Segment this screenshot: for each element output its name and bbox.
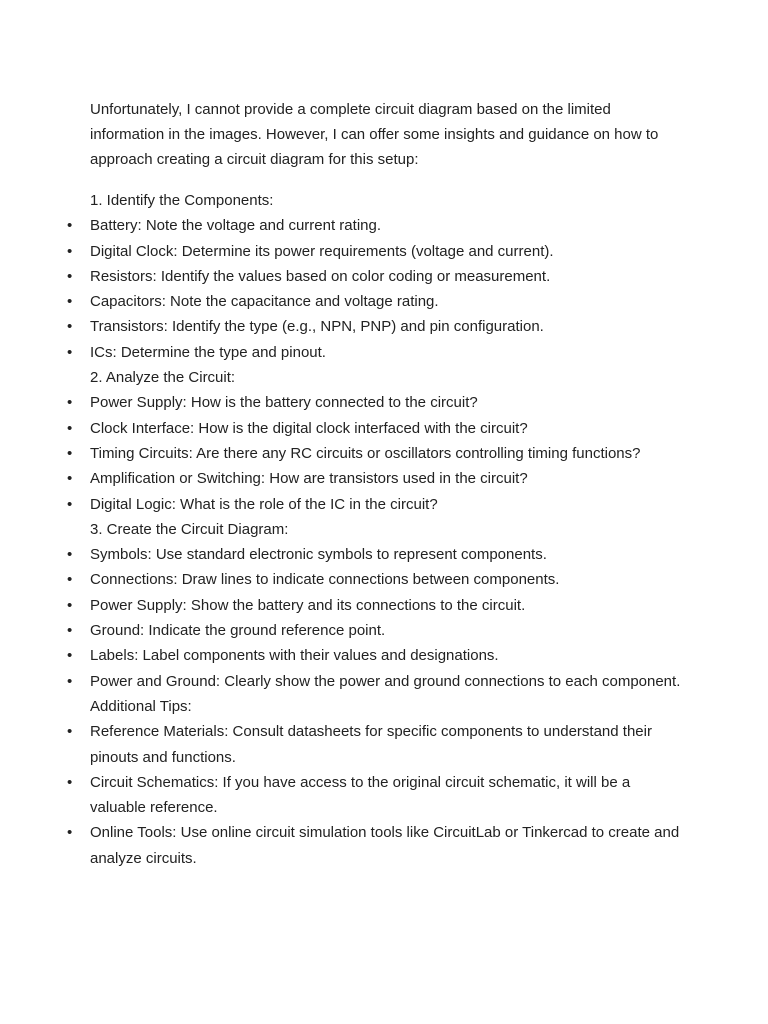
list-item <box>67 567 688 592</box>
list-item-text: Capacitors: Note the capacitance and voltage rating. <box>90 293 439 311</box>
bullet-icon: • <box>67 723 73 741</box>
bullet-icon: • <box>67 217 73 235</box>
list-item-text: Transistors: Identify the type (e.g., NPN, PNP) and pin configuration. <box>90 318 544 336</box>
bullet-icon: • <box>67 343 73 361</box>
list-item <box>67 820 688 871</box>
list-item-text: Power Supply: How is the battery connected to the circuit? <box>90 394 478 412</box>
section-heading: Additional Tips: <box>90 697 192 715</box>
list-item-text: Battery: Note the voltage and current rating. <box>90 217 381 235</box>
list-item-text: Symbols: Use standard electronic symbols to represent components. <box>90 546 547 564</box>
bullet-icon: • <box>67 267 73 285</box>
list-item <box>67 542 688 567</box>
bullet-icon: • <box>67 293 73 311</box>
bullet-icon: • <box>67 773 73 791</box>
list-item <box>67 593 688 618</box>
list-item-text: Online Tools: Use online circuit simulation tools like CircuitLab or Tinkercad to create and analyze circuits. <box>90 824 680 867</box>
list-item-text: Circuit Schematics: If you have access to the original circuit schematic, it will be a valuable reference. <box>90 773 631 817</box>
bullet-icon: • <box>67 622 73 640</box>
list-item <box>67 618 688 643</box>
list-item-text: Connections: Draw lines to indicate connections between components. <box>90 571 560 589</box>
section-heading: 2. Analyze the Circuit: <box>90 369 236 387</box>
bullet-icon: • <box>67 242 73 260</box>
list-item-text: Digital Logic: What is the role of the IC in the circuit? <box>90 495 438 513</box>
list-item <box>67 264 688 289</box>
list-item <box>67 719 688 770</box>
intro-paragraph: Unfortunately, I cannot provide a complete circuit diagram based on the limited information in the images. However, I can offer some insights and guidance on how to approach creating a circuit diagram for this setup: <box>90 101 659 168</box>
list-item <box>67 770 688 821</box>
list-item <box>67 239 688 264</box>
list-item <box>67 213 688 238</box>
list-item <box>67 416 688 441</box>
section-heading: 3. Create the Circuit Diagram: <box>90 520 289 538</box>
list-item-text: Digital Clock: Determine its power requirements (voltage and current). <box>90 242 554 260</box>
list-item <box>67 441 688 466</box>
list-item <box>67 314 688 339</box>
bullet-icon: • <box>67 672 73 690</box>
list-item <box>67 340 688 365</box>
list-item-text: Clock Interface: How is the digital clock interfaced with the circuit? <box>90 419 528 437</box>
bullet-icon: • <box>67 647 73 665</box>
section-heading: 1. Identify the Components: <box>90 192 274 209</box>
bullet-icon: • <box>67 571 73 589</box>
list-item-text: ICs: Determine the type and pinout. <box>90 343 326 361</box>
list-item-text: Power Supply: Show the battery and its connections to the circuit. <box>90 596 526 614</box>
list-item <box>67 289 688 314</box>
bullet-icon: • <box>67 546 73 564</box>
list-item <box>67 466 688 491</box>
document-content <box>67 188 688 871</box>
bullet-icon: • <box>67 318 73 336</box>
list-item <box>67 643 688 668</box>
list-item-text: Ground: Indicate the ground reference point. <box>90 622 386 640</box>
bullet-icon: • <box>67 824 73 842</box>
list-item-text: Power and Ground: Clearly show the power and ground connections to each component. <box>90 672 681 690</box>
list-item <box>67 492 688 517</box>
list-item-text: Amplification or Switching: How are transistors used in the circuit? <box>90 470 528 488</box>
bullet-icon: • <box>67 596 73 614</box>
list-item-text: Reference Materials: Consult datasheets for specific components to understand their pinouts and functions. <box>90 723 652 766</box>
list-item-text: Resistors: Identify the values based on color coding or measurement. <box>90 267 551 285</box>
bullet-icon: • <box>67 470 73 488</box>
bullet-icon: • <box>67 419 73 437</box>
bullet-icon: • <box>67 495 73 513</box>
list-item <box>67 669 688 694</box>
bullet-icon: • <box>67 444 73 462</box>
bullet-icon: • <box>67 394 73 412</box>
list-item-text: Labels: Label components with their values and designations. <box>90 647 499 665</box>
list-item-text: Timing Circuits: Are there any RC circuits or oscillators controlling timing functions? <box>90 444 641 462</box>
list-item <box>67 390 688 415</box>
